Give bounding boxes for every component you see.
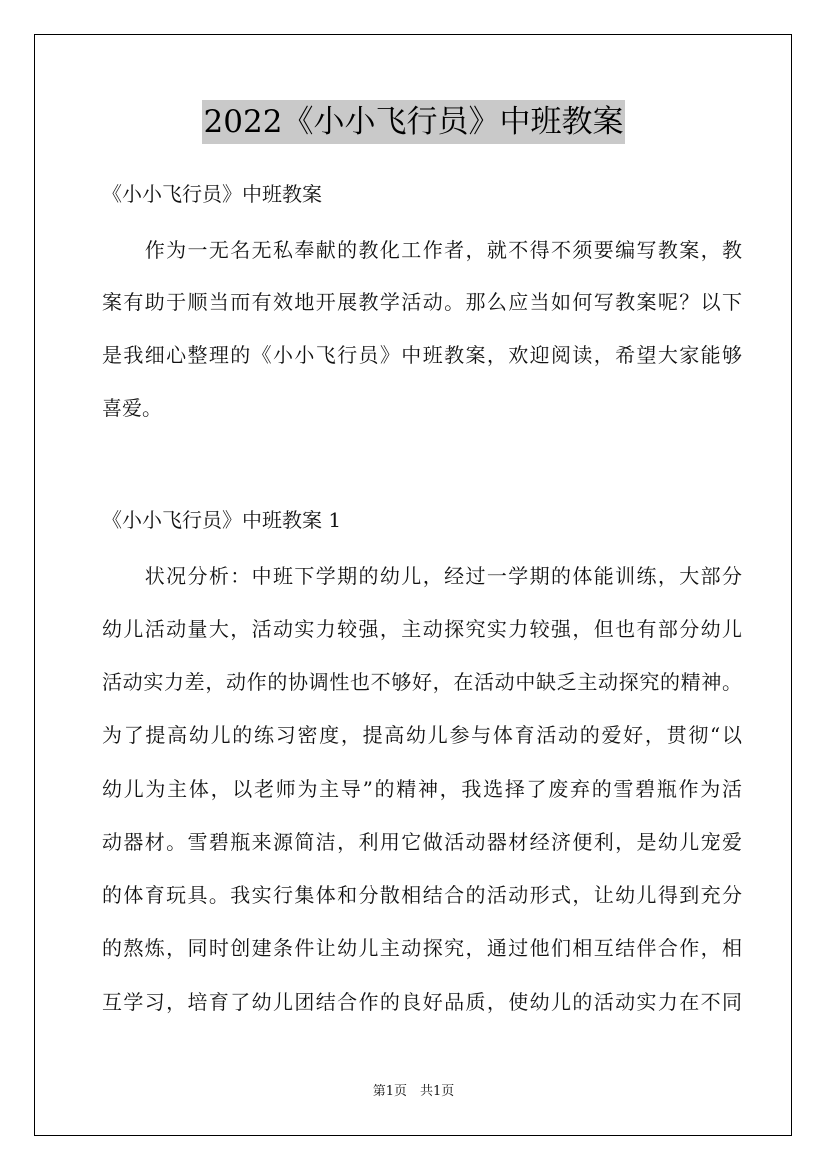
intro-line-2: 案有助于顺当而有效地开展教学活动。那么应当如何写教案呢？以下 (102, 290, 742, 314)
body-line-5: 幼儿为主体，以老师为主导”的精神，我选择了废弃的雪碧瓶作为活 (102, 777, 742, 801)
document-title: 2022《小小飞行员》中班教案 (202, 100, 626, 144)
body-line-7: 的体育玩具。我实行集体和分散相结合的活动形式，让幼儿得到充分 (102, 883, 742, 907)
body-line-2: 幼儿活动量大，活动实力较强，主动探究实力较强，但也有部分幼儿 (102, 617, 742, 641)
body-line-6: 动器材。雪碧瓶来源简洁，利用它做活动器材经济便利，是幼儿宠爱 (102, 830, 742, 854)
body-line-4: 为了提高幼儿的练习密度，提高幼儿参与体育活动的爱好，贯彻“以 (102, 723, 742, 747)
document-subtitle: 《小小飞行员》中班教案 (102, 182, 322, 206)
title-container (0, 100, 827, 144)
page-footer: 第1页 共1页 (372, 1084, 455, 1099)
intro-line-1: 作为一无名无私奉献的教化工作者，就不得不须要编写教案，教 (102, 238, 742, 262)
body-line-9: 互学习，培育了幼儿团结合作的良好品质，使幼儿的活动实力在不同 (102, 990, 742, 1014)
intro-line-3: 是我细心整理的《小小飞行员》中班教案，欢迎阅读，希望大家能够 (102, 343, 742, 367)
intro-line-4: 喜爱。 (102, 396, 162, 420)
section-heading: 《小小飞行员》中班教案 1 (102, 508, 342, 532)
body-line-3: 活动实力差，动作的协调性也不够好，在活动中缺乏主动探究的精神。 (102, 670, 742, 694)
body-line-8: 的熬炼，同时创建条件让幼儿主动探究，通过他们相互结伴合作，相 (102, 936, 742, 960)
body-line-1: 状况分析：中班下学期的幼儿，经过一学期的体能训练，大部分 (102, 564, 742, 588)
